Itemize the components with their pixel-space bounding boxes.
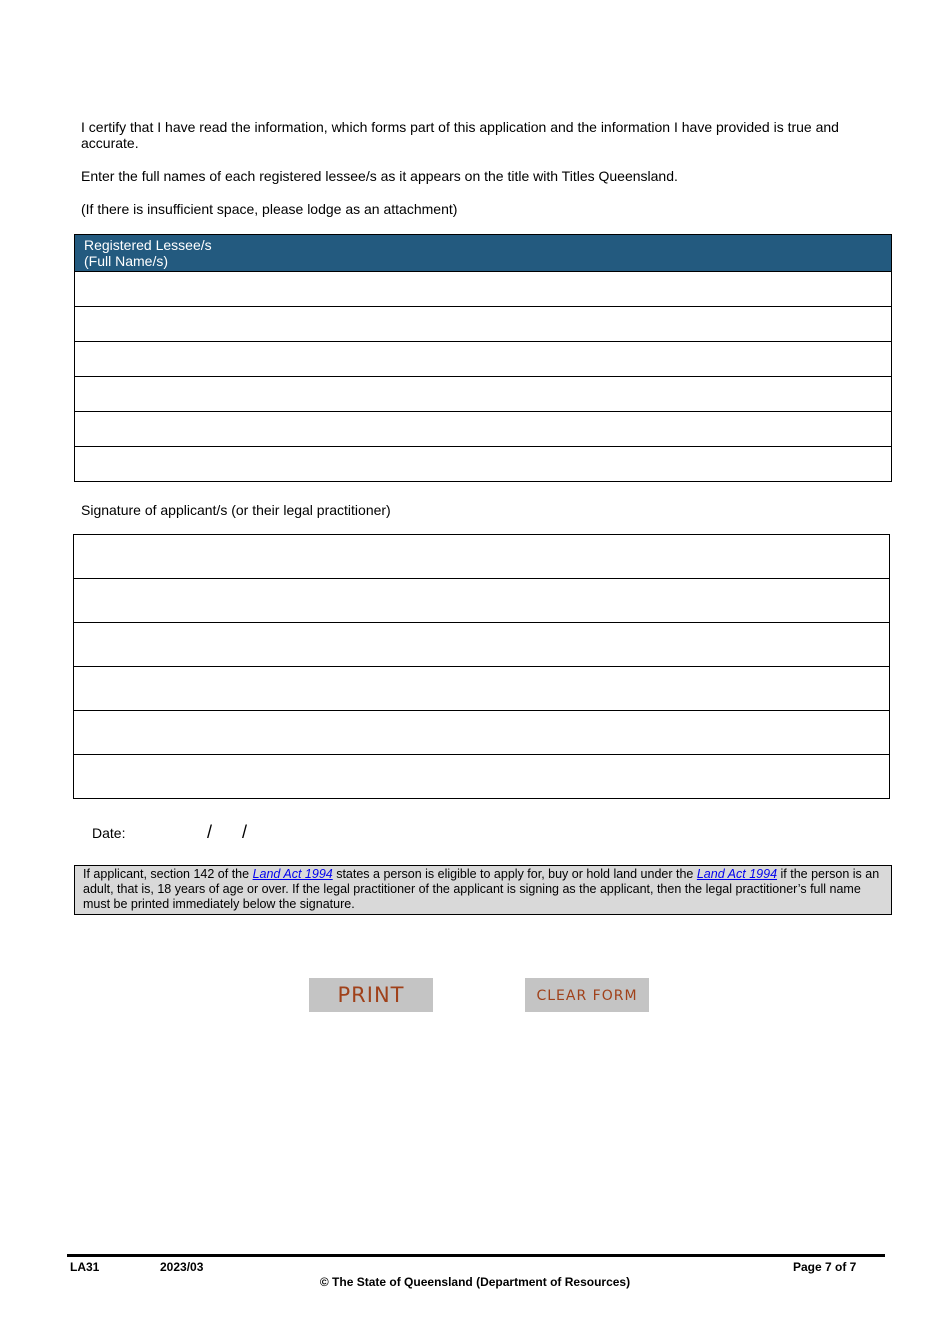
registered-lessee-table: [74, 234, 892, 482]
lessee-header-line1: Registered Lessee/s: [84, 237, 212, 253]
date-separator-2: /: [242, 822, 248, 842]
lessee-name-field[interactable]: [75, 412, 892, 447]
lessee-name-field[interactable]: [75, 272, 892, 307]
signature-field[interactable]: [74, 535, 890, 579]
date-label: Date:: [92, 825, 126, 841]
lessee-name-field[interactable]: [75, 377, 892, 412]
lessee-name-field[interactable]: [75, 307, 892, 342]
form-code: LA31: [70, 1260, 100, 1274]
signature-field[interactable]: [74, 667, 890, 711]
signature-field[interactable]: [74, 579, 890, 623]
land-act-link-2[interactable]: Land Act 1994: [696, 867, 778, 881]
land-act-link-1[interactable]: Land Act 1994: [252, 867, 333, 881]
certify-statement: I certify that I have read the information, which forms part of this application and the information I have provided is true and accurate.: [81, 119, 839, 151]
date-month-field[interactable]: [216, 820, 240, 844]
footer-divider: [67, 1254, 885, 1257]
lessee-table-header: [75, 235, 892, 272]
signature-field[interactable]: [74, 755, 890, 799]
lessee-header-line2: (Full Name/s): [84, 253, 169, 269]
note-text-1: If applicant, section 142 of the: [83, 867, 253, 881]
lessee-name-field[interactable]: [75, 342, 892, 377]
enter-names-instruction: Enter the full names of each registered lessee/s as it appears on the title with Titles Queensland.: [81, 168, 678, 184]
lessee-name-field[interactable]: [75, 447, 892, 482]
signature-label: Signature of applicant/s (or their legal practitioner): [81, 502, 391, 518]
print-button[interactable]: PRINT: [309, 978, 433, 1012]
form-version: 2023/03: [160, 1260, 204, 1274]
clear-form-button[interactable]: CLEAR FORM: [525, 978, 649, 1012]
date-separator-1: /: [207, 822, 213, 842]
date-day-field[interactable]: [150, 820, 200, 844]
copyright-notice: © The State of Queensland (Department of Resources): [319, 1275, 631, 1289]
date-year-field[interactable]: [252, 820, 302, 844]
signature-table: [73, 534, 890, 799]
eligibility-note: [74, 865, 892, 915]
signature-field[interactable]: [74, 623, 890, 667]
note-text-2: states a person is eligible to apply for, buy or hold land under the: [332, 867, 697, 881]
note-text-3: if the person is an adult, that is, 18 years of age or over. If the legal practitioner of the applicant is signing as the applicant, then the legal practitioner’s full name must be printed immediately below the signature.: [83, 867, 880, 911]
page-number: Page 7 of 7: [793, 1260, 857, 1274]
insufficient-space-note: (If there is insufficient space, please lodge as an attachment): [81, 201, 458, 217]
signature-field[interactable]: [74, 711, 890, 755]
